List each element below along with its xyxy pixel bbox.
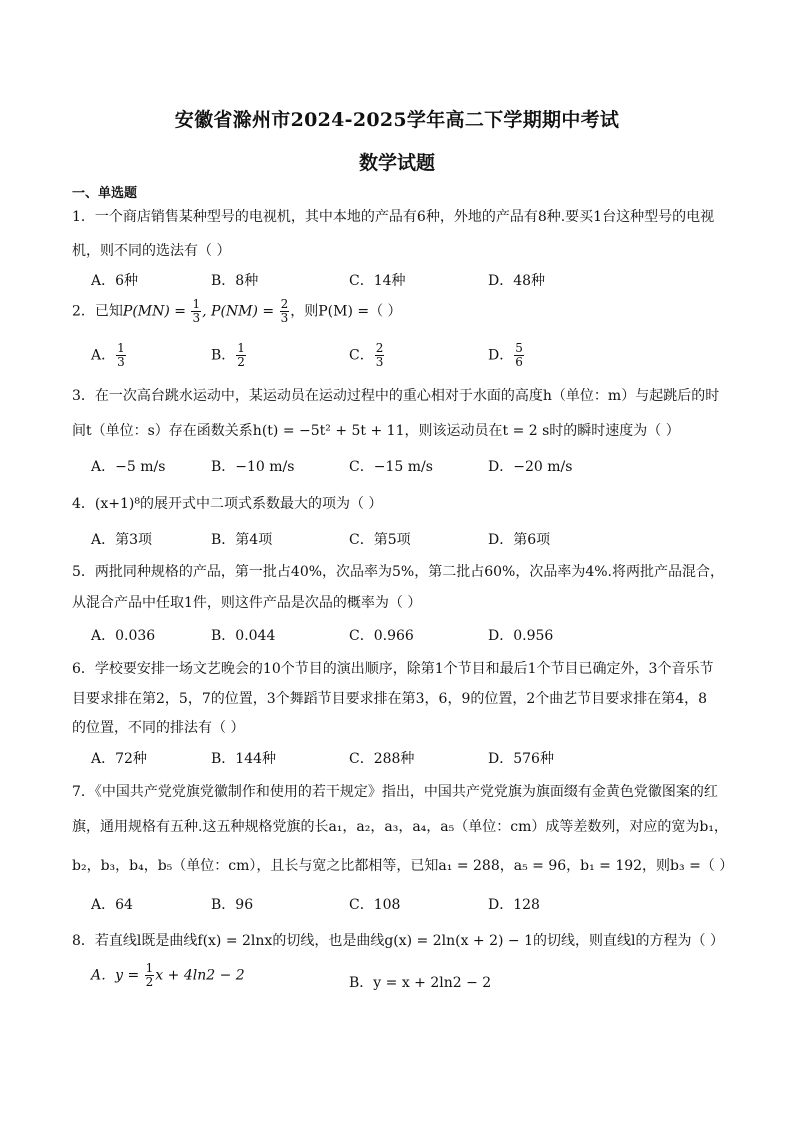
question-6-line-2: 目要求排在第2，5，7的位置，3个舞蹈节目要求排在第3，6，9的位置，2个曲艺节目要求排在第4，8 [72, 691, 708, 707]
question-5-option-c: C．0.966 [349, 628, 414, 644]
question-2-prefix: 2．已知 [72, 303, 123, 320]
question-2-p1: P(MN) = [122, 303, 187, 320]
fraction-numerator: 1 [117, 341, 125, 355]
question-7-option-d: D．128 [488, 897, 540, 913]
question-5-option-d: D．0.956 [488, 628, 554, 644]
question-2-option-b [211, 342, 247, 369]
question-6-option-d: D．576种 [488, 751, 554, 767]
question-1-option-c: C．14种 [349, 273, 406, 289]
question-3-option-d: D．−20 m/s [488, 459, 573, 475]
question-4-option-d: D．第6项 [488, 532, 551, 548]
option-letter: A．y = [91, 967, 140, 984]
fraction-denominator: 3 [375, 355, 384, 369]
question-2-fraction-1 [191, 298, 201, 325]
fraction-numerator: 2 [375, 341, 384, 355]
question-1-line-1: 1．一个商店销售某种型号的电视机，其中本地的产品有6种，外地的产品有8种.要买1台这种型号的电视 [72, 209, 715, 225]
fraction-denominator: 2 [237, 355, 245, 369]
question-3-option-c: C．−15 m/s [349, 459, 433, 475]
question-8-line-1: 8．若直线l既是曲线f(x) = 2lnx的切线，也是曲线g(x) = 2ln(x + 2) − 1的切线，则直线l的方程为（ ） [72, 933, 724, 949]
question-3-line-1: 3．在一次高台跳水运动中，某运动员在运动过程中的重心相对于水面的高度h（单位：m）与起跳后的时 [72, 388, 720, 404]
question-3-option-b: B．−10 m/s [211, 459, 295, 475]
fraction-numerator: 1 [237, 341, 245, 355]
question-7-line-2: 旗，通用规格有五种.这五种规格党旗的长a₁，a₂，a₃，a₄，a₅（单位：cm）成等差数列，对应的宽为b₁， [72, 819, 728, 835]
question-7-line-3: b₂，b₃，b₄，b₅（单位：cm），且长与宽之比都相等，已知a₁ = 288，a₅ = 96，b₁ = 192，则b₃ =（ ） [72, 858, 734, 874]
question-5-line-2: 从混合产品中任取1件，则这件产品是次品的概率为（ ） [72, 595, 422, 611]
question-8-option-b: B．y = x + 2ln2 − 2 [349, 975, 492, 991]
section-heading: 一、单选题 [72, 186, 138, 201]
question-1-option-d: D．48种 [488, 273, 546, 289]
fraction-numerator: 1 [145, 961, 154, 975]
question-5-option-a: A．0.036 [91, 628, 156, 644]
question-1-option-b: B．8种 [211, 273, 259, 289]
fraction-numerator: 5 [515, 341, 523, 355]
question-7-option-c: C．108 [349, 897, 401, 913]
question-3-line-2: 间t（单位：s）存在函数关系h(t) = −5t² + 5t + 11，则该运动员在t = 2 s时的瞬时速度为（ ） [72, 423, 680, 439]
option-letter: D． [488, 347, 514, 364]
fraction-denominator: 6 [515, 355, 523, 369]
question-7-option-a: A．64 [91, 897, 133, 913]
question-6-option-b: B．144种 [211, 751, 277, 767]
question-7-option-b: B．96 [211, 897, 254, 913]
question-3-option-a: A．−5 m/s [91, 459, 166, 475]
option-letter: C． [349, 347, 374, 364]
question-4-line-1: 4．(x+1)⁸的展开式中二项式系数最大的项为（ ） [72, 496, 383, 512]
question-2-fraction-2 [280, 298, 290, 325]
question-1-option-a: A．6种 [91, 273, 139, 289]
fraction-denominator: 3 [280, 311, 289, 325]
exam-title: 安徽省滁州市2024-2025学年高二下学期期中考试 [174, 109, 620, 131]
option-letter: B． [211, 347, 236, 364]
question-6-option-c: C．288种 [349, 751, 415, 767]
fraction-denominator: 3 [192, 311, 201, 325]
question-6-line-1: 6．学校要安排一场文艺晚会的10个节目的演出顺序，除第1个节目和最后1个节目已确定外，3个音乐节 [72, 661, 714, 677]
question-6-line-3: 的位置，不同的排法有（ ） [72, 720, 245, 736]
question-6-option-a: A．72种 [91, 751, 147, 767]
question-2-p2: , P(NM) = [202, 303, 275, 320]
question-2-option-a [91, 342, 127, 369]
fraction-denominator: 2 [145, 975, 154, 989]
exam-subtitle: 数学试题 [358, 152, 435, 174]
question-7-line-1: 7．《中国共产党党旗党徽制作和使用的若干规定》指出，中国共产党党旗为旗面缀有金黄色党徽图案的红 [72, 784, 718, 800]
question-5-option-b: B．0.044 [211, 628, 276, 644]
question-5-line-1: 5．两批同种规格的产品，第一批占40%，次品率为5%，第二批占60%，次品率为4%.将两批产品混合， [72, 564, 725, 580]
fraction-denominator: 3 [117, 355, 125, 369]
question-8-option-a [91, 962, 245, 989]
question-2-option-c [349, 342, 385, 369]
option-letter: A． [91, 347, 116, 364]
question-1-line-2: 机，则不同的选法有（ ） [72, 243, 231, 259]
fraction-numerator: 2 [280, 297, 289, 311]
question-4-option-b: B．第4项 [211, 532, 273, 548]
question-2-stem [72, 298, 402, 325]
question-4-option-c: C．第5项 [349, 532, 411, 548]
question-4-option-a: A．第3项 [91, 532, 153, 548]
question-2-suffix: ，则P(M) =（ ） [290, 303, 402, 320]
question-2-option-d [488, 342, 525, 369]
option-expression: x + 4ln2 − 2 [155, 967, 245, 984]
fraction-numerator: 1 [192, 297, 201, 311]
